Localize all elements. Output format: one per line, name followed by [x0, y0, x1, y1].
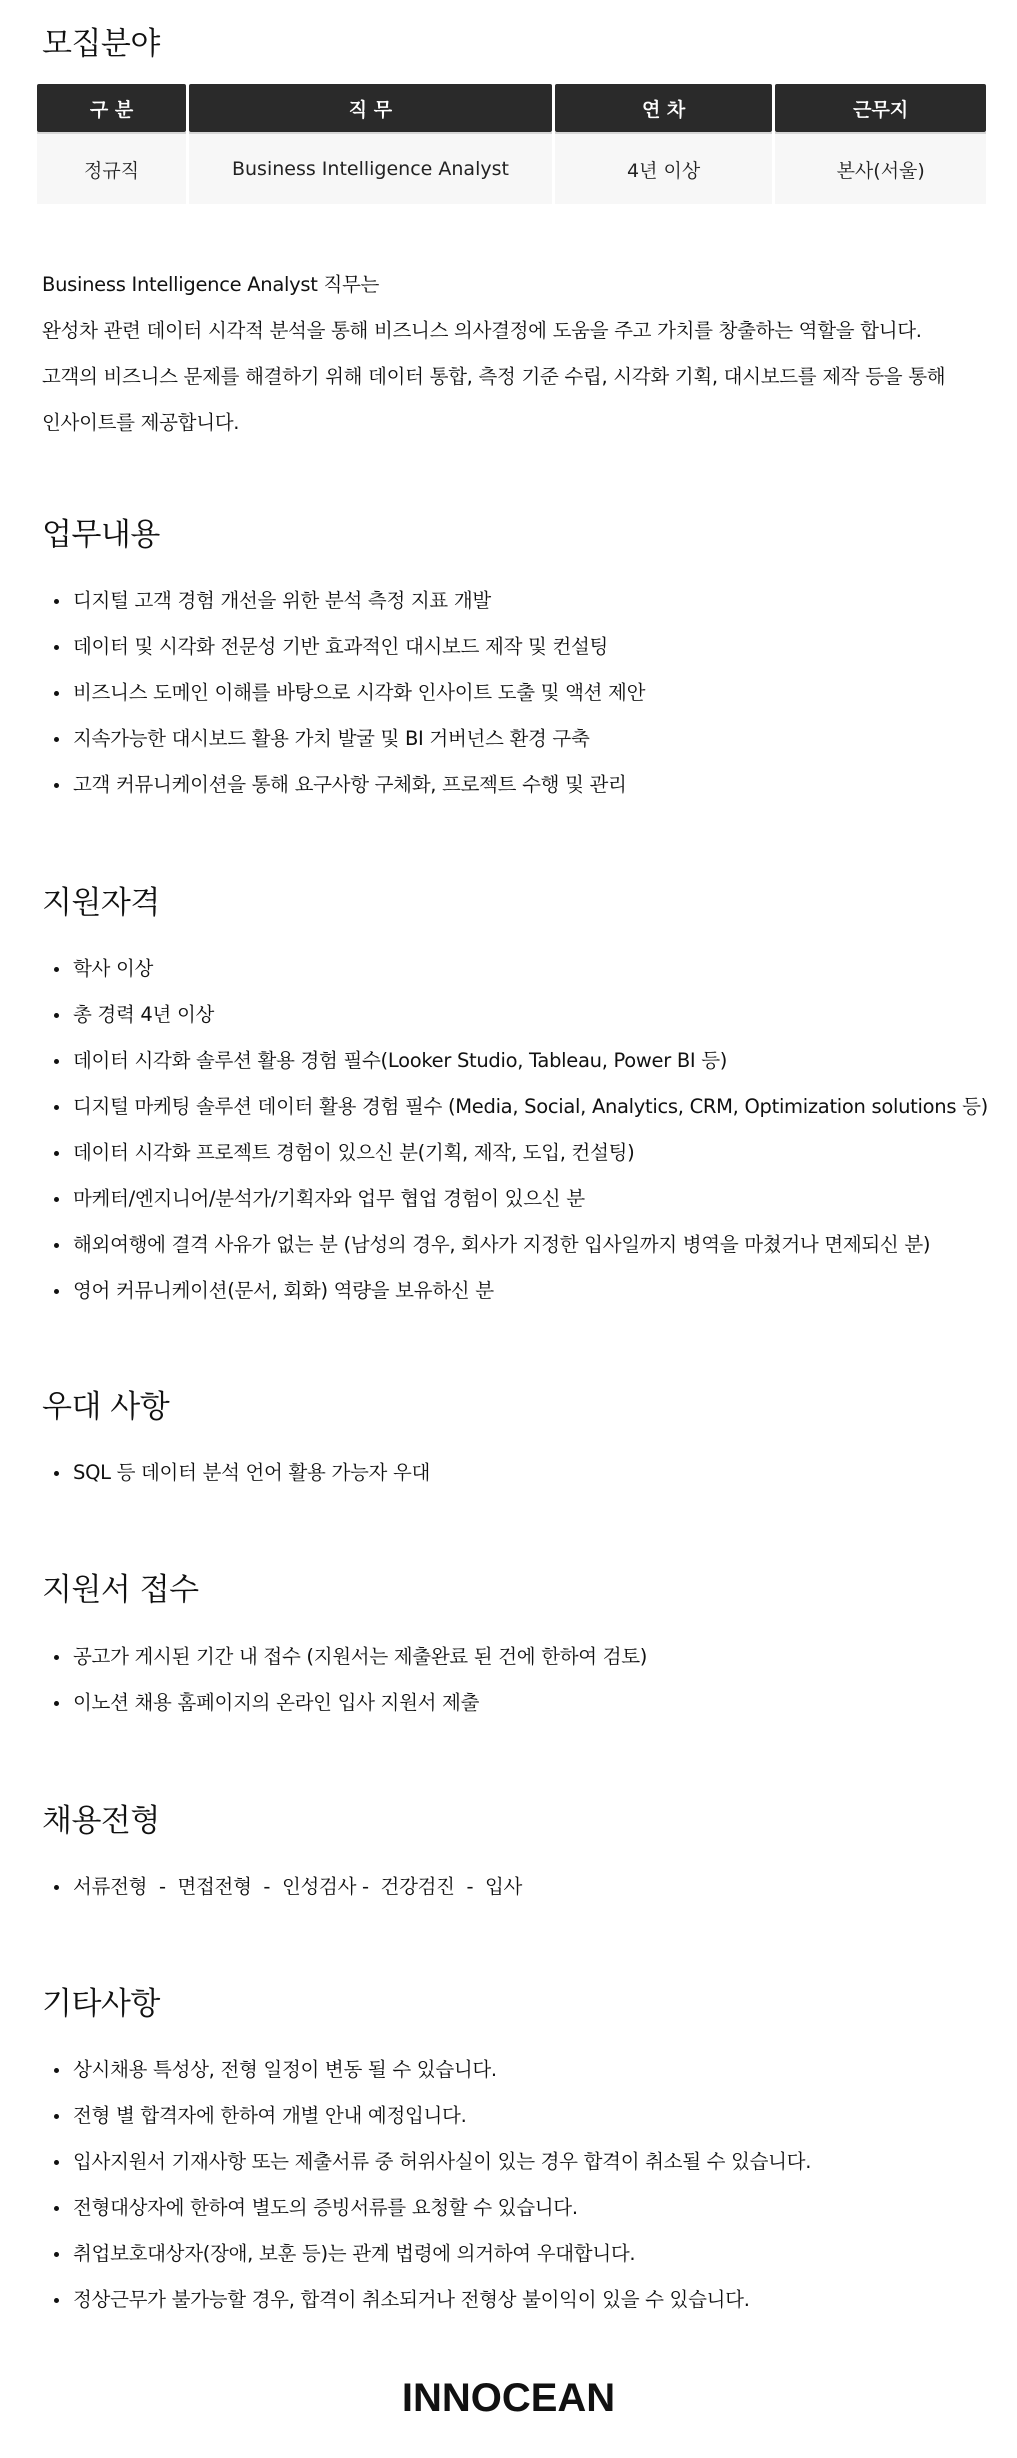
intro-line: Business Intelligence Analyst 직무는 — [42, 273, 380, 296]
list-item: 디지털 마케팅 솔루션 데이터 활용 경험 필수 (Media, Social, Analytics, CRM, Optimization solutions 등) — [42, 1084, 992, 1130]
innocean-logo: INNOCEAN — [401, 2376, 616, 2420]
intro-line: 고객의 비즈니스 문제를 해결하기 위해 데이터 통합, 측정 기준 수립, 시각화 기획, 대시보드를 제작 등을 통해 — [42, 365, 946, 388]
etc-section-title: 기타사항 — [42, 1986, 160, 2022]
list-item: 해외여행에 결격 사유가 없는 분 (남성의 경우, 회사가 지정한 입사일까지 병역을 마쳤거나 면제되신 분) — [42, 1222, 992, 1268]
header-category: 구 분 — [37, 84, 186, 132]
qualifications-list — [42, 946, 992, 1314]
list-item: 입사지원서 기재사항 또는 제출서류 중 허위사실이 있는 경우 합격이 취소될 수 있습니다. — [42, 2139, 992, 2185]
process-section-title: 채용전형 — [42, 1803, 160, 1839]
list-item: 데이터 시각화 프로젝트 경험이 있으신 분(기획, 제작, 도입, 컨설팅) — [42, 1130, 992, 1176]
intro-line: 인사이트를 제공합니다. — [42, 411, 240, 434]
duties-section-title: 업무내용 — [42, 517, 160, 553]
application-section-title: 지원서 접수 — [42, 1572, 199, 1608]
list-item: 전형대상자에 한하여 별도의 증빙서류를 요청할 수 있습니다. — [42, 2185, 992, 2231]
list-item: 고객 커뮤니케이션을 통해 요구사항 구체화, 프로젝트 수행 및 관리 — [42, 762, 992, 808]
header-location: 근무지 — [775, 84, 986, 132]
list-item: 마케터/엔지니어/분석가/기획자와 업무 협업 경험이 있으신 분 — [42, 1176, 992, 1222]
intro-line: 완성차 관련 데이터 시각적 분석을 통해 비즈니스 의사결정에 도움을 주고 가치를 창출하는 역할을 합니다. — [42, 319, 922, 342]
header-years: 연 차 — [555, 84, 773, 132]
list-item: 데이터 시각화 솔루션 활용 경험 필수(Looker Studio, Tableau, Power BI 등) — [42, 1038, 992, 1084]
cell-location: 본사(서울) — [775, 132, 986, 204]
list-item: 영어 커뮤니케이션(문서, 회화) 역량을 보유하신 분 — [42, 1268, 992, 1314]
list-item: 전형 별 합격자에 한하여 개별 안내 예정입니다. — [42, 2093, 992, 2139]
qualifications-section-title: 지원자격 — [42, 885, 160, 921]
list-item: SQL 등 데이터 분석 언어 활용 가능자 우대 — [42, 1450, 992, 1496]
cell-years: 4년 이상 — [555, 132, 773, 204]
list-item: 상시채용 특성상, 전형 일정이 변동 될 수 있습니다. — [42, 2047, 992, 2093]
process-list — [42, 1864, 992, 1910]
table-header-row — [37, 84, 986, 132]
recruit-table — [34, 84, 989, 204]
preferred-section-title: 우대 사항 — [42, 1389, 170, 1425]
cell-job: Business Intelligence Analyst — [189, 132, 552, 204]
job-intro — [42, 262, 982, 446]
list-item: 디지털 고객 경험 개선을 위한 분석 측정 지표 개발 — [42, 578, 992, 624]
etc-list — [42, 2047, 992, 2323]
cell-category: 정규직 — [37, 132, 186, 204]
application-list — [42, 1634, 992, 1726]
table-row — [37, 132, 986, 204]
header-job: 직 무 — [189, 84, 552, 132]
recruit-section-title: 모집분야 — [42, 26, 160, 62]
preferred-list — [42, 1450, 992, 1496]
list-item: 학사 이상 — [42, 946, 992, 992]
duties-list — [42, 578, 992, 808]
list-item: 정상근무가 불가능할 경우, 합격이 취소되거나 전형상 불이익이 있을 수 있습니다. — [42, 2277, 992, 2323]
list-item: 총 경력 4년 이상 — [42, 992, 992, 1038]
list-item: 취업보호대상자(장애, 보훈 등)는 관계 법령에 의거하여 우대합니다. — [42, 2231, 992, 2277]
list-item: 서류전형 - 면접전형 - 인성검사 - 건강검진 - 입사 — [42, 1864, 992, 1910]
list-item: 이노션 채용 홈페이지의 온라인 입사 지원서 제출 — [42, 1680, 992, 1726]
list-item: 비즈니스 도메인 이해를 바탕으로 시각화 인사이트 도출 및 액션 제안 — [42, 670, 992, 716]
list-item: 데이터 및 시각화 전문성 기반 효과적인 대시보드 제작 및 컨설팅 — [42, 624, 992, 670]
list-item: 공고가 게시된 기간 내 접수 (지원서는 제출완료 된 건에 한하여 검토) — [42, 1634, 992, 1680]
list-item: 지속가능한 대시보드 활용 가치 발굴 및 BI 거버넌스 환경 구축 — [42, 716, 992, 762]
